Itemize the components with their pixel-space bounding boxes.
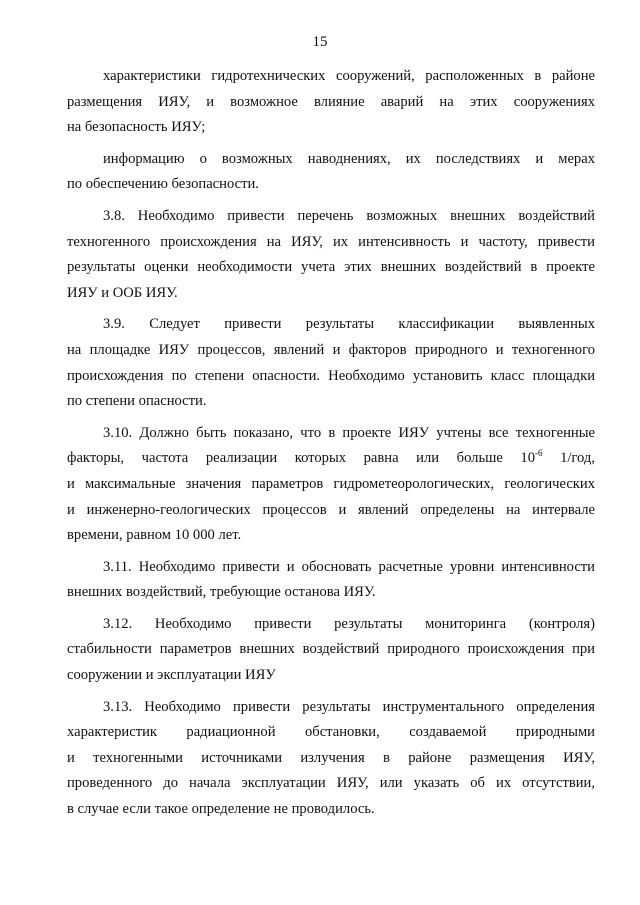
text-line: происхождения по степени опасности. Необходимо установить класс площадки <box>67 367 595 384</box>
text-line: внешних воздействий, требующие останова ИЯУ. <box>67 584 376 601</box>
text-line: на безопасность ИЯУ; <box>67 119 206 136</box>
paragraph-3-11 <box>67 555 595 606</box>
text-fragment: факторы, частота реализации которых равна или больше 10 <box>67 450 535 467</box>
paragraph-hydro-structures <box>67 64 595 141</box>
text-line: размещения ИЯУ, и возможное влияние аварий на этих сооружениях <box>67 93 595 110</box>
text-line: результаты оценки необходимости учета этих внешних воздействий в проекте <box>67 259 595 276</box>
paragraph-3-13 <box>67 695 595 823</box>
text-line: характеристики гидротехнических сооружений, расположенных в районе <box>103 68 595 84</box>
text-line: по степени опасности. <box>67 393 207 410</box>
text-line: стабильности параметров внешних воздействий природного происхождения при <box>67 641 595 658</box>
text-line: и техногенными источниками излучения в районе размещения ИЯУ, <box>67 749 595 766</box>
text-line: 3.13. Необходимо привести результаты инструментального определения <box>103 698 595 715</box>
text-line: 3.12. Необходимо привести результаты мониторинга (контроля) <box>103 615 595 632</box>
paragraph-3-8 <box>67 204 595 306</box>
text-line: ИЯУ и ООБ ИЯУ. <box>67 284 178 301</box>
paragraph-3-9 <box>67 312 595 414</box>
text-line: 3.10. Должно быть показано, что в проекте ИЯУ учтены все техногенные <box>103 424 595 441</box>
paragraph-3-12 <box>67 612 595 689</box>
text-line: характеристик радиационной обстановки, создаваемой природными <box>67 724 595 741</box>
paragraph-floods <box>67 147 595 198</box>
document-body <box>67 64 595 829</box>
text-line: техногенного происхождения на ИЯУ, их интенсивность и частоту, привести <box>67 233 595 250</box>
page-number: 15 <box>312 34 328 50</box>
text-line: 3.9. Следует привести результаты классификации выявленных <box>103 316 595 333</box>
text-line: сооружении и эксплуатации ИЯУ <box>67 667 276 684</box>
text-line: проведенного до начала эксплуатации ИЯУ, или указать об их отсутствии, <box>67 775 595 792</box>
exponent: -6 <box>535 448 543 459</box>
text-line: на площадке ИЯУ процессов, явлений и факторов природного и техногенного <box>67 341 595 358</box>
text-line: и максимальные значения параметров гидрометеорологических, геологических <box>67 475 595 492</box>
text-line: времени, равном 10 000 лет. <box>67 527 242 544</box>
text-line: в случае если такое определение не проводилось. <box>67 801 375 818</box>
text-line: 3.11. Необходимо привести и обосновать расчетные уровни интенсивности <box>103 558 595 575</box>
text-line: и инженерно-геологических процессов и явлений определены на интервале <box>67 501 595 518</box>
text-line: по обеспечению безопасности. <box>67 176 259 193</box>
text-line: информацию о возможных наводнениях, их последствиях и мерах <box>103 150 595 167</box>
paragraph-3-10 <box>67 421 595 549</box>
text-line-with-exponent <box>67 446 595 472</box>
text-fragment: 1/год, <box>542 450 595 467</box>
text-line: 3.8. Необходимо привести перечень возможных внешних воздействий <box>103 207 595 224</box>
